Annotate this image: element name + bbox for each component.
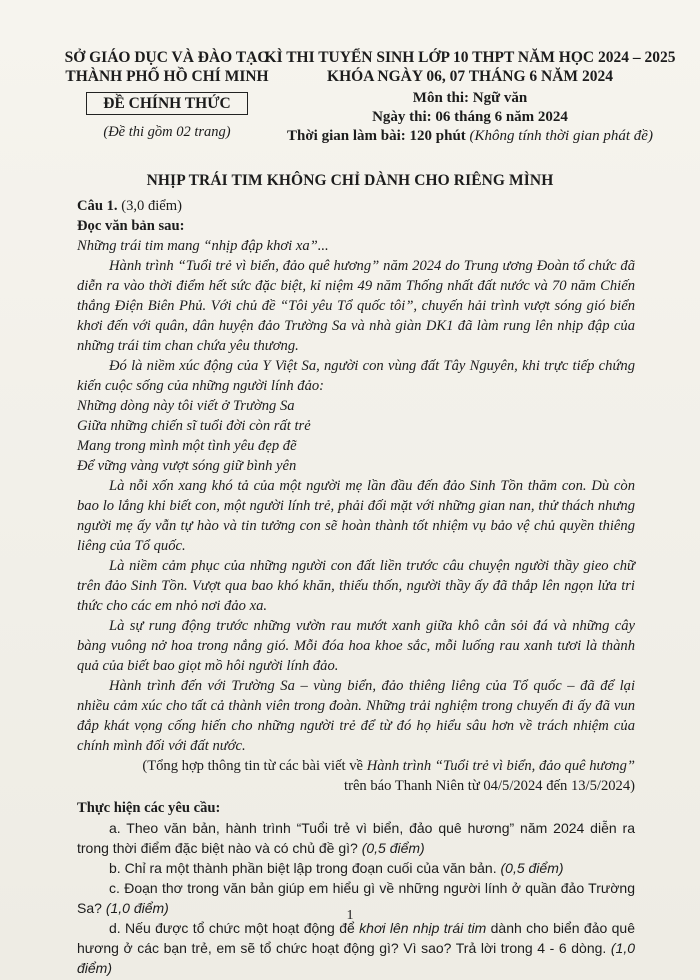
poem-line-4: Để vững vàng vượt sóng giữ bình yên [77, 458, 297, 474]
passage-paragraph-6: Hành trình đến với Trường Sa – vùng biển, đảo thiêng liêng của Tổ quốc – đã để lại nhiều cảm xúc cho tất cả thành viên trong đoàn. Những trải nghiệm trong chuyến đi ấy đã vun đắp khát vọng cống hiến cho những người trẻ để từ đó họ hiểu sâu hơn về trách nhiệm của chính mình đối với đất nước. [77, 678, 635, 754]
poem-line-2: Giữa những chiến sĩ tuổi đời còn rất trẻ [77, 418, 311, 434]
page-number: 1 [346, 908, 354, 923]
exam-name: KÌ THI TUYỂN SINH LỚP 10 THPT NĂM HỌC 2024 – 2025 [264, 49, 676, 66]
duration-text: Thời gian làm bài: 120 phút [287, 128, 466, 144]
question-1 [77, 196, 635, 978]
question-heading [77, 196, 635, 216]
passage-paragraph-4: Là niềm cảm phục của những người con đất liền trước câu chuyện người thầy gieo chữ trên đảo Sinh Tồn. Vượt qua bao khó khăn, thiếu thốn, người thầy ấy đã thắp lên ngọn lửa tri thức cho các em nhỏ nơi đảo xa. [77, 558, 635, 614]
task-d-italic: khơi lên nhịp trái tim [359, 920, 487, 936]
task-a-points: (0,5 điểm) [361, 840, 425, 856]
question-label: Câu 1. [77, 198, 118, 214]
passage-source [77, 756, 635, 776]
task-b [77, 858, 635, 878]
task-a-text: a. Theo văn bản, hành trình “Tuổi trẻ vì biển, đảo quê hương” năm 2024 diễn ra trong thời điểm đặc biệt nào và có chủ đề gì? [77, 820, 635, 856]
passage-paragraph-3: Là nỗi xốn xang khó tả của một người mẹ lần đầu đến đảo Sinh Tồn thăm con. Dù còn bao lo lắng khi biết con, một người lính trẻ, phải đối mặt với những gian nan, thử thách nhưng người mẹ ấy vẫn tự hào và tin tưởng con sẽ hoàn thành tốt nhiệm vụ bảo vệ chủ quyền thiêng liêng của Tổ quốc. [77, 478, 635, 554]
city-name: THÀNH PHỐ HỒ CHÍ MINH [65, 68, 269, 85]
source-title: Hành trình “Tuổi trẻ vì biển, đảo quê hương” [366, 758, 635, 774]
task-c-points: (1,0 điểm) [105, 900, 169, 916]
exam-date: Ngày thi: 06 tháng 6 năm 2024 [372, 109, 568, 125]
tasks-label: Thực hiện các yêu cầu: [77, 800, 221, 816]
header-left [52, 48, 282, 142]
exam-duration [250, 127, 690, 146]
passage-paragraph-5: Là sự rung động trước những vườn rau mướt xanh giữa khô cằn sỏi đá và những cây bàng vuông nở hoa trong nắng gió. Mỗi đóa hoa khoe sắc, mỗi luống rau xanh tươi là thành quả của biết bao giọt mồ hôi người lính đảo. [77, 618, 635, 674]
task-b-points: (0,5 điểm) [500, 860, 564, 876]
official-badge: ĐỀ CHÍNH THỨC [86, 92, 247, 115]
pages-note: (Đề thi gồm 02 trang) [103, 124, 231, 140]
task-d-text-1: d. Nếu được tổ chức một hoạt động để [109, 920, 360, 936]
poem-line-3: Mang trong mình một tình yêu đẹp đẽ [77, 438, 297, 454]
passage-paragraph-1: Hành trình “Tuổi trẻ vì biển, đảo quê hương” năm 2024 do Trung ương Đoàn tổ chức đã diễn ra vào thời điểm hết sức đặc biệt, kỉ niệm 49 năm Thống nhất đất nước và 70 năm Chiến thắng Điện Biên Phủ. Với chủ đề “Tôi yêu Tổ quốc tôi”, chuyến hải trình vượt sóng gió biển khơi đến với quân, dân huyện đảo Trường Sa và nhà giàn DK1 đã làm rung lên nhịp đập của những trái tim chan chứa yêu thương. [77, 258, 635, 354]
source-prefix: (Tổng hợp thông tin từ các bài viết về [142, 758, 367, 774]
task-d-text-2: dành cho biển đảo quê hương ở các bạn trẻ, em sẽ tổ chức hoạt động gì? Vì sao? Trả lời trong 4 - 6 dòng. [77, 920, 635, 956]
task-d [77, 918, 635, 978]
task-a [77, 818, 635, 858]
passage-lead: Những trái tim mang “nhịp đập khơi xa”... [77, 238, 329, 254]
exam-dates: KHÓA NGÀY 06, 07 THÁNG 6 NĂM 2024 [327, 68, 613, 85]
department-name: SỞ GIÁO DỤC VÀ ĐÀO TẠO [64, 49, 270, 66]
question-points: (3,0 điểm) [121, 198, 182, 214]
duration-note: (Không tính thời gian phát đề) [469, 128, 653, 144]
task-c-text: c. Đoạn thơ trong văn bản giúp em hiểu gì về những người lính ở quần đảo Trường Sa? [77, 880, 635, 916]
passage-paragraph-2: Đó là niềm xúc động của Y Việt Sa, người con vùng đất Tây Nguyên, khi trực tiếp chứng kiến cuộc sống của những người lính đảo: [77, 358, 635, 394]
exam-subject: Môn thi: Ngữ văn [412, 90, 528, 106]
task-b-text: b. Chỉ ra một thành phần biệt lập trong đoạn cuối của văn bản. [109, 860, 497, 876]
poem-line-1: Những dòng này tôi viết ở Trường Sa [77, 398, 295, 414]
header-right [250, 48, 690, 146]
source-line-2: trên báo Thanh Niên từ 04/5/2024 đến 13/5/2024) [344, 778, 635, 794]
task-d-points: (1,0 điểm) [77, 940, 635, 976]
exam-title: NHỊP TRÁI TIM KHÔNG CHỈ DÀNH CHO RIÊNG MÌNH [146, 172, 554, 189]
read-label: Đọc văn bản sau: [77, 218, 185, 234]
